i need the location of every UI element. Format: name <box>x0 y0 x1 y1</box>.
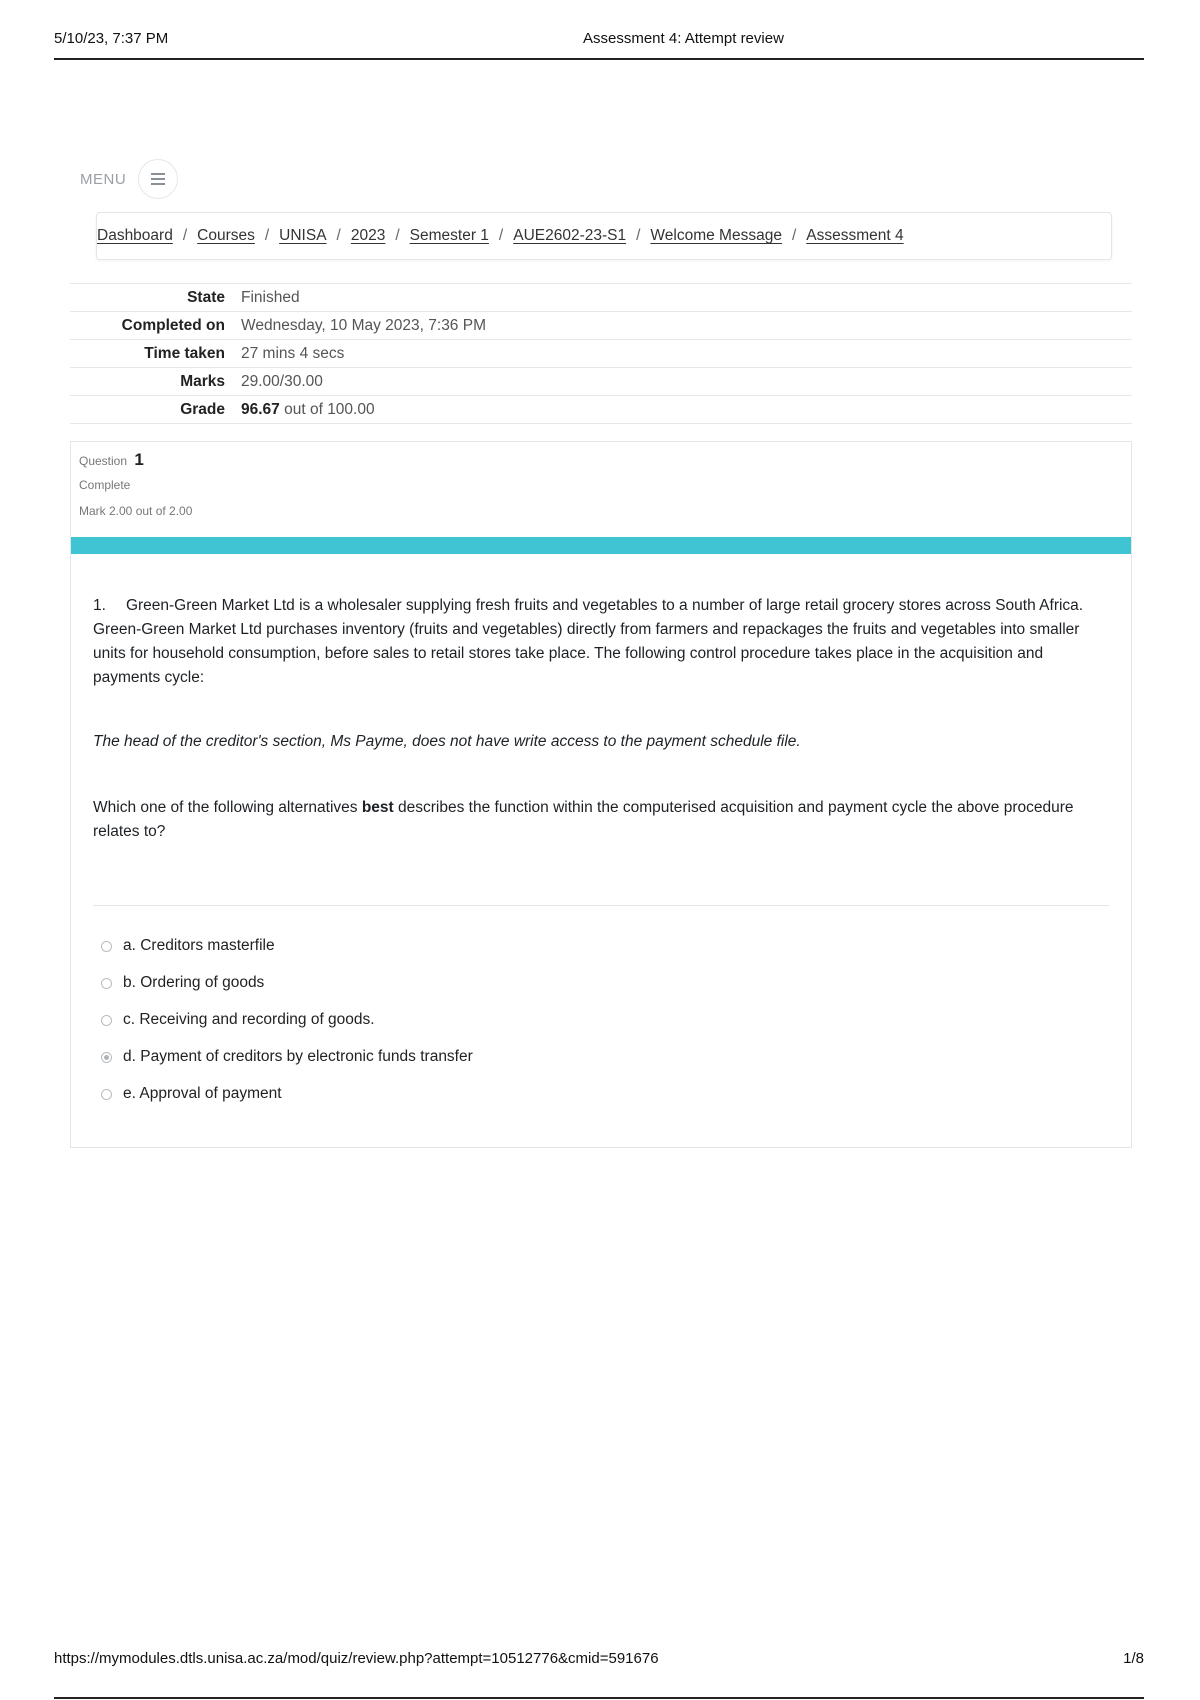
radio-button[interactable] <box>101 978 112 989</box>
question-info <box>79 450 192 518</box>
breadcrumb-separator: / <box>336 227 341 244</box>
question-label: Question <box>79 454 128 468</box>
summary-label: Marks <box>180 372 225 390</box>
answer-divider <box>93 905 1109 906</box>
prompt-after: describes the function within the computerised acquisition and payment cycle the above procedure relates to? <box>93 799 1074 840</box>
summary-label: Grade <box>180 400 225 418</box>
question-text <box>93 594 1103 844</box>
print-page-number: 1/8 <box>1123 1650 1144 1667</box>
print-url: https://mymodules.dtls.unisa.ac.za/mod/quiz/review.php?attempt=10512776&cmid=591676 <box>54 1650 659 1667</box>
breadcrumb-course[interactable]: AUE2602-23-S1 <box>513 227 627 244</box>
summary-label: Completed on <box>121 316 225 334</box>
summary-value: 29.00/30.00 <box>241 372 323 390</box>
summary-row-completed <box>70 311 1132 339</box>
breadcrumb-courses[interactable]: Courses <box>197 227 255 244</box>
print-header <box>54 28 1144 60</box>
summary-row-time <box>70 339 1132 367</box>
breadcrumb-separator: / <box>264 227 270 244</box>
answer-option-c[interactable] <box>101 1008 473 1032</box>
grade-score: 96.67 <box>241 400 280 418</box>
breadcrumb <box>96 212 1112 260</box>
menu-label: MENU <box>80 170 127 188</box>
answer-option-b[interactable] <box>101 971 473 995</box>
answer-list <box>101 934 473 1119</box>
breadcrumb-separator: / <box>182 227 188 244</box>
answer-label: d. Payment of creditors by electronic funds transfer <box>123 1048 473 1065</box>
breadcrumb-separator: / <box>498 227 504 244</box>
radio-button[interactable] <box>101 1089 112 1100</box>
question-card <box>70 441 1132 1148</box>
radio-button[interactable] <box>101 941 112 952</box>
summary-value: Finished <box>241 288 300 306</box>
footer-rule <box>54 1697 1144 1699</box>
summary-label: State <box>187 288 225 306</box>
summary-value: Wednesday, 10 May 2023, 7:36 PM <box>241 316 486 334</box>
question-state: Complete <box>79 478 131 492</box>
answer-option-a[interactable] <box>101 934 473 958</box>
radio-button[interactable] <box>101 1015 112 1026</box>
question-intro-text: Green-Green Market Ltd is a wholesaler supplying fresh fruits and vegetables to a number of large retail grocery stores across South Africa. Green-Green Market Ltd purchases inventory (fruits and vegetables) directly from farmers and repackages the fruits and vegetables into smaller units for household consumption, before sales to retail stores take place. The following control procedure takes place in the acquisition and payments cycle: <box>93 597 1084 686</box>
question-text-number: 1. <box>93 597 106 614</box>
summary-row-marks <box>70 367 1132 395</box>
question-accent-bar <box>71 537 1131 554</box>
prompt-before: Which one of the following alternatives <box>93 799 362 816</box>
answer-label: b. Ordering of goods <box>123 974 265 991</box>
menu-toggle[interactable] <box>80 159 178 199</box>
answer-label: a. Creditors masterfile <box>123 937 275 954</box>
answer-option-d[interactable] <box>101 1045 473 1069</box>
question-prompt <box>93 796 1103 844</box>
question-procedure: The head of the creditor's section, Ms Payme, does not have write access to the payment schedule file. <box>93 733 801 750</box>
summary-row-state <box>70 283 1132 311</box>
summary-value <box>241 401 375 419</box>
breadcrumb-assessment[interactable]: Assessment 4 <box>806 227 904 244</box>
breadcrumb-separator: / <box>395 227 400 244</box>
question-grade: Mark 2.00 out of 2.00 <box>79 504 193 518</box>
hamburger-icon <box>151 170 165 188</box>
radio-button-selected[interactable] <box>101 1052 112 1063</box>
question-number: 1 <box>134 450 144 469</box>
breadcrumb-welcome[interactable]: Welcome Message <box>650 227 782 244</box>
menu-button[interactable] <box>138 159 178 199</box>
question-intro <box>93 594 1103 690</box>
answer-label: c. Receiving and recording of goods. <box>123 1011 375 1028</box>
attempt-summary <box>70 283 1132 424</box>
print-datetime: 5/10/23, 7:37 PM <box>54 30 169 47</box>
grade-out-of: out of 100.00 <box>279 400 375 418</box>
print-page-title: Assessment 4: Attempt review <box>583 30 784 47</box>
breadcrumb-year[interactable]: 2023 <box>350 227 386 244</box>
answer-label: e. Approval of payment <box>123 1085 282 1102</box>
breadcrumb-separator: / <box>791 227 797 244</box>
breadcrumb-semester[interactable]: Semester 1 <box>409 227 489 244</box>
summary-label: Time taken <box>144 344 225 362</box>
breadcrumb-separator: / <box>636 227 641 244</box>
summary-value: 27 mins 4 secs <box>241 344 345 362</box>
summary-row-grade <box>70 395 1132 424</box>
breadcrumb-unisa[interactable]: UNISA <box>279 227 327 244</box>
prompt-bold: best <box>361 799 394 816</box>
answer-option-e[interactable] <box>101 1082 473 1106</box>
breadcrumb-dashboard[interactable]: Dashboard <box>97 227 173 244</box>
